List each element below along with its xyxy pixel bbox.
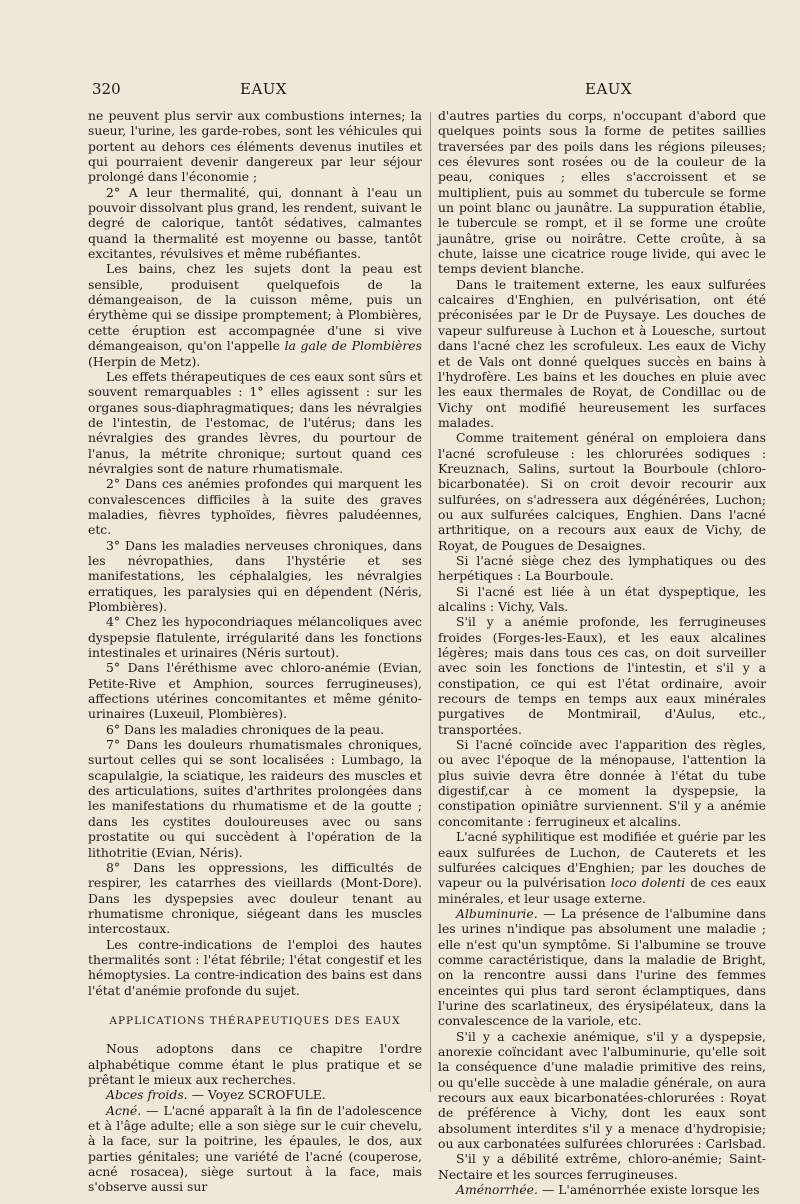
paragraph: 3° Dans les maladies nerveuses chroniques, dans les névropathies, dans l'hystérie et ses manifestations, les céphalalgies, les névralgies erratiques, les paralysies qui en dépendent (Néris, Plombières). bbox=[88, 537, 422, 614]
paragraph: 4° Chez les hypocondriaques mélancoliques avec dyspepsie flatulente, irrégularité dans les fonctions intestinales et urinaires (Néris surtout). bbox=[88, 614, 422, 661]
paragraph bbox=[88, 261, 422, 368]
paragraph: S'il y a anémie profonde, les ferrugineuses froides (Forges-les-Eaux), et les eaux alcalines légères; mais dans tous ces cas, on doit surveiller avec soin les fonctions de l'intestin, et s'il y a constipation, ce qui est l'état ordinaire, avoir recours de temps en temps aux eaux minérales purgatives de Montmirail, d'Aulus, etc., transportées. bbox=[438, 614, 766, 737]
paragraph-text: Les bains, chez les sujets dont la peau est sensible, produisent quelquefois de la démangeaison, de la cuisson même, puis un érythème qui se dissipe promptement; à Plombières, cette éruption est accompagnée d'une si vive démangeaison, qu'on l'appelle bbox=[88, 261, 422, 354]
paragraph: Les effets thérapeutiques de ces eaux sont sûrs et souvent remarquables : 1° elles agissent : sur les organes sous-diaphragmatiques; dans les névralgies de l'intestin, de l'estomac, de l'utérus; dans les névralgies des grandes lèvres, du pourtour de l'anus, la métrite chronique; surtout quand ces névralgies sont de nature rhumatismale. bbox=[88, 368, 422, 476]
entry-text: — La présence de l'albumine dans les urines n'indique pas absolument une maladie ; elle n'est qu'un symptôme. Si l'albumine se trouve comme caractéristique, dans la maladie de Bright, on la rencontre aussi dans l'urine des femmes enceintes qui plus tard seront éclamptiques, dans l'urine des scarlatineux, des érysipélateux, dans la convalescence de la variole, etc. bbox=[438, 905, 766, 1029]
entry-term: Acné. bbox=[106, 1102, 142, 1118]
paragraph: Les contre-indications de l'emploi des hautes thermalités sont : l'état fébrile; l'état congestif et les hémoptysies. La contre-indication des bains est dans l'état d'anémie profonde du sujet. bbox=[88, 936, 422, 998]
page-number: 320 bbox=[92, 80, 121, 98]
paragraph-text: L'acné syphilitique est modifiée et guérie par les eaux sulfurées de Luchon, de Cauterets et les sulfurées calciques d'Enghien; par les douches de vapeur ou la pulvérisation bbox=[438, 829, 766, 891]
paragraph: 6° Dans les maladies chroniques de la peau. bbox=[106, 721, 385, 737]
paragraph: Comme traitement général on emploiera dans l'acné scrofuleuse : les chlorurées sodiques : Kreuznach, Salins, surtout la Bourboule (chloro-bicarbonatée). Si on croit devoir recourir aux sulfurées, on s'adressera aux dégénérées, Luchon; ou aux sulfurées calciques, Enghien. Dans l'acné arthritique, on a recours aux eaux de Vichy, de Royat, de Pougues de Desaignes. bbox=[438, 430, 766, 553]
paragraph: 2° A leur thermalité, qui, donnant à l'eau un pouvoir dissolvant plus grand, les rendent, suivant le degré de calorique, tantôt sédatives, calmantes quand la thermalité est moyenne ou basse, tantôt excitantes, révulsives et même rubéfiantes. bbox=[88, 184, 422, 262]
entry-amenorrhee bbox=[438, 1182, 766, 1197]
paragraph: Nous adoptons dans ce chapitre l'ordre alphabétique comme étant le plus pratique et se prêtant le mieux aux recherches. bbox=[88, 1041, 422, 1087]
paragraph-tail: de ces eaux minérales, et leur usage externe. bbox=[438, 875, 766, 906]
running-head-left: EAUX bbox=[240, 80, 288, 98]
entry-text: — L'acné apparaît à la fin de l'adolescence et à l'âge adulte; elle a son siège sur le cuir chevelu, à la face, sur la poitrine, les épaules, le dos, aux parties génitales; une variété de l'acné (couperose, acné rosacea), siège surtout à la face, mais s'observe aussi sur bbox=[88, 1102, 422, 1195]
paragraph: 8° Dans les oppressions, les difficultés de respirer, les catarrhes des vieillards (Mont-Dore). Dans les dyspepsies avec douleur tenant au rhumatisme chronique, siégeant dans les muscles intercostaux. bbox=[88, 859, 422, 937]
entry-text: — Voyez SCROFULE. bbox=[191, 1087, 326, 1103]
paragraph: ne peuvent plus servir aux combustions internes; la sueur, l'urine, les garde-robes, sont les véhicules qui portent au dehors ces éléments devenus inutiles et qui pourraient devenir dangereux par leur séjour prolongé dans l'économie ; bbox=[88, 108, 422, 185]
entry-abces-froids bbox=[88, 1087, 422, 1102]
paragraph: 5° Dans l'éréthisme avec chloro-anémie (Evian, Petite-Rive et Amphion, sources ferrugineuses), affections utérines concomitantes et même génito-urinaires (Luxeuil, Plombières). bbox=[88, 660, 422, 722]
loco-dolenti-phrase: loco dolenti bbox=[610, 875, 686, 891]
entry-acne bbox=[88, 1103, 422, 1195]
right-column bbox=[438, 108, 766, 1198]
gale-de-plombieres-phrase: la gale de Plombières bbox=[284, 338, 422, 354]
paragraph: 2° Dans ces anémies profondes qui marquent les convalescences difficiles à la suite des graves maladies, fièvres typhoïdes, fièvres paludéennes, etc. bbox=[88, 476, 422, 538]
left-column bbox=[88, 108, 422, 1195]
paragraph: Si l'acné coïncide avec l'apparition des règles, ou avec l'époque de la ménopause, l'attention la plus suivie devra être donnée à l'état du tube digestif,car à ce moment la dyspepsie, la constipation opiniâtre surviennent. S'il y a anémie concomitante : ferrugineux et alcalins. bbox=[438, 737, 766, 829]
paragraph bbox=[438, 829, 766, 906]
entry-albuminurie bbox=[438, 906, 766, 1029]
column-divider bbox=[430, 112, 431, 1092]
paragraph: d'autres parties du corps, n'occupant d'abord que quelques points sous la forme de petites saillies traversées par des poils dans les régions pileuses; ces élevures sont rosées ou de la couleur de la peau, coniques ; elles s'accroissent et se multiplient, puis au sommet du tubercule se forme un point blanc ou jaunâtre. La suppuration établie, le tubercule se rompt, et il se forme une croûte jaunâtre, grise ou noirâtre. Cette croûte, à sa chute, laisse une cicatrice rouge livide, qui avec le temps devient blanche. bbox=[438, 108, 766, 277]
paragraph: Si l'acné est liée à un état dyspeptique, les alcalins : Vichy, Vals. bbox=[438, 583, 766, 614]
entry-term: Abces froids. bbox=[106, 1087, 188, 1103]
paragraph: S'il y a débilité extrême, chloro-anémie; Saint-Nectaire et les sources ferrugineuses. bbox=[438, 1151, 766, 1182]
running-head-right: EAUX bbox=[585, 80, 633, 98]
section-heading: APPLICATIONS THÉRAPEUTIQUES DES EAUX bbox=[109, 1014, 401, 1027]
entry-term: Albuminurie. bbox=[456, 905, 538, 921]
paragraph: Si l'acné siège chez des lymphatiques ou des herpétiques : La Bourboule. bbox=[438, 552, 766, 584]
paragraph: S'il y a cachexie anémique, s'il y a dyspepsie, anorexie coïncidant avec l'albuminurie, qu'elle soit la conséquence d'une maladie primitive des reins, ou qu'elle succède à une maladie générale, on aura recours aux eaux bicarbonatées-chlorurées : Royat de préférence à Vichy, dont les eaux sont absolument interdites s'il y a menace d'hydropisie; ou aux carbonatées sulfurées chlorurées : Carlsbad. bbox=[438, 1028, 766, 1152]
paragraph: 7° Dans les douleurs rhumatismales chroniques, surtout celles qui se sont localisées : Lumbago, la scapulalgie, la sciatique, les raideurs des muscles et des articulations, suites d'arthrites prolongées dans les manifestations du rhumatisme et de la goutte ; dans les cystites douloureuses avec ou sans prostatite ou qui succèdent à l'opération de la lithotritie (Evian, Néris). bbox=[88, 737, 422, 860]
paragraph-tail: (Herpin de Metz). bbox=[88, 353, 201, 369]
entry-text: — L'aménorrhée existe lorsque les bbox=[541, 1182, 760, 1198]
entry-term: Aménorrhée. bbox=[456, 1182, 538, 1198]
paragraph: Dans le traitement externe, les eaux sulfurées calcaires d'Enghien, en pulvérisation, ont été préconisées par le Dr de Puysaye. Les douches de vapeur sulfureuse à Luchon et à Louesche, surtout dans l'acné chez les scrofuleux. Les eaux de Vichy et de Vals ont donné quelques succès en bains à l'hydrofère. Les bains et les douches en pluie avec les eaux thermales de Royat, de Condillac ou de Vichy ont modifié heureusement les surfaces malades. bbox=[438, 276, 766, 430]
